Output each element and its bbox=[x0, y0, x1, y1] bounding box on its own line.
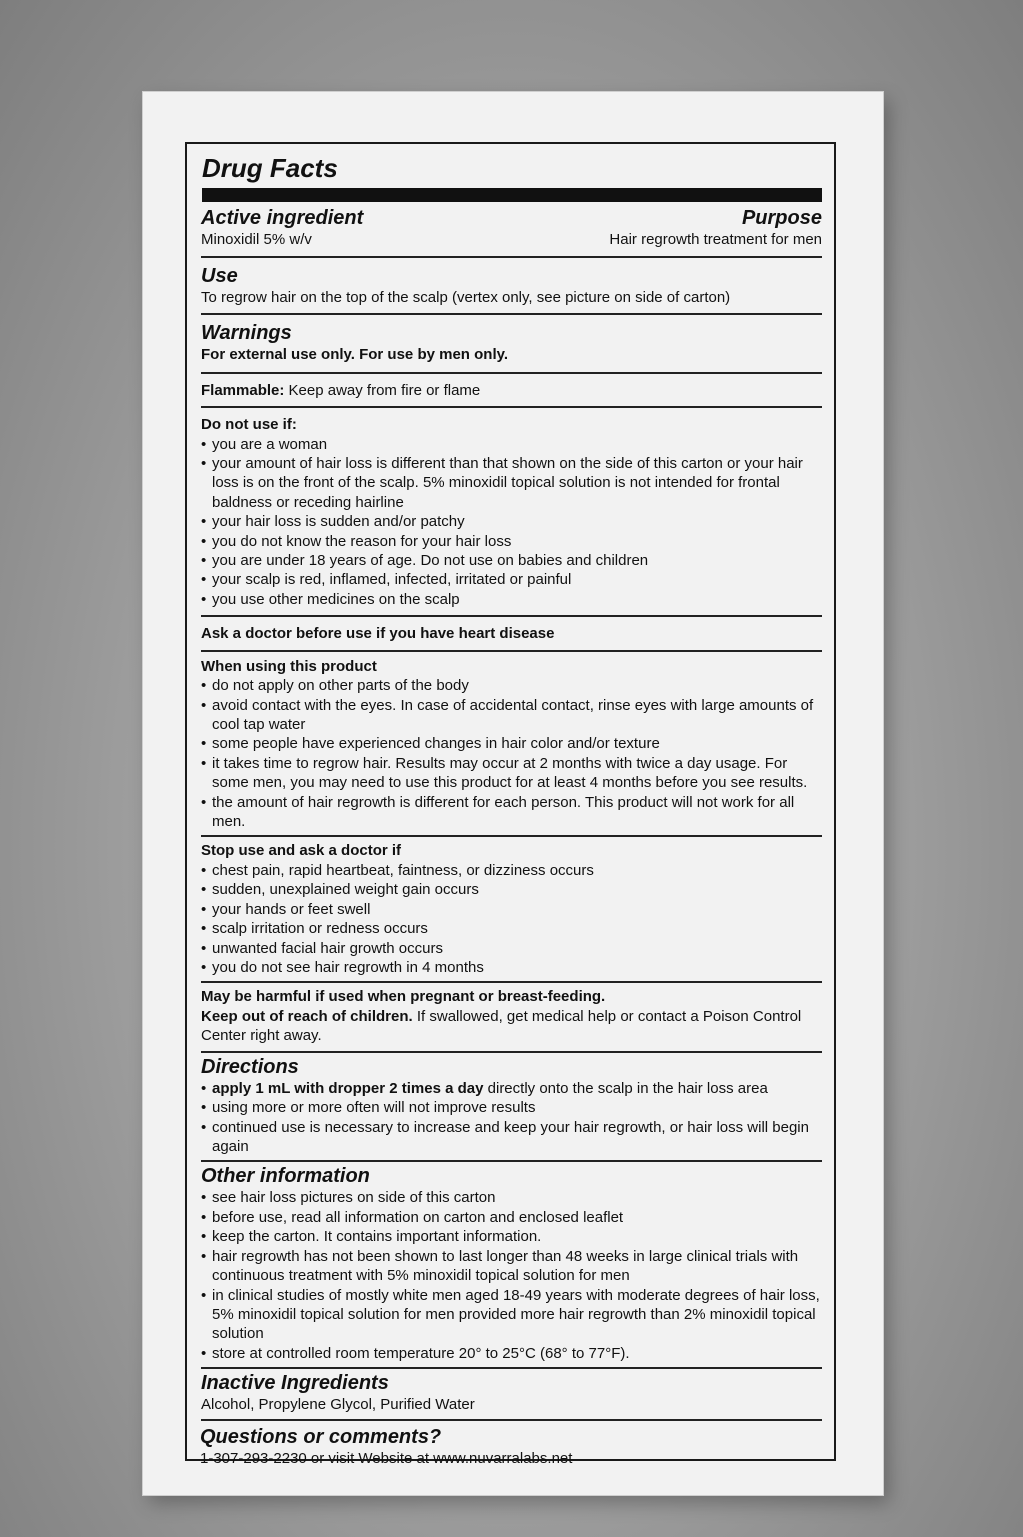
drug-facts-title: Drug Facts bbox=[202, 153, 338, 183]
active-ingredient-heading: Active ingredient bbox=[201, 207, 364, 229]
stop-use-heading: Stop use and ask a doctor if bbox=[201, 842, 402, 860]
purpose-value: Hair regrowth treatment for men bbox=[609, 231, 822, 248]
list-item: • sudden, unexplained weight gain occurs bbox=[201, 880, 822, 899]
title-divider bbox=[202, 188, 822, 202]
list-item: • see hair loss pictures on side of this carton bbox=[201, 1188, 822, 1207]
list-item: • you do not know the reason for your hair loss bbox=[201, 532, 822, 551]
directions-dose: apply 1 mL with dropper 2 times a day bbox=[212, 1079, 484, 1097]
list-item: • unwanted facial hair growth occurs bbox=[201, 939, 822, 958]
ask-doctor-text: Ask a doctor before use if you have heart disease bbox=[201, 625, 555, 643]
list-item: • store at controlled room temperature 20° to 25°C (68° to 77°F). bbox=[201, 1344, 822, 1363]
list-item: • you are a woman bbox=[201, 435, 822, 454]
list-item: • it takes time to regrow hair. Results may occur at 2 months with twice a day usage. For some men, you may need to use this product for at least 4 months before you see results. bbox=[201, 754, 822, 793]
flammable-section bbox=[201, 374, 822, 409]
pregnancy-section bbox=[201, 983, 822, 1053]
keep-out-text: If swallowed, get medical help or contact a Poison Control Center right away. bbox=[201, 1007, 802, 1045]
flammable-text: Keep away from fire or flame bbox=[288, 381, 481, 399]
list-item: • some people have experienced changes in hair color and/or texture bbox=[201, 734, 822, 753]
inactive-text: Alcohol, Propylene Glycol, Purified Water bbox=[201, 1396, 475, 1414]
questions-heading: Questions or comments? bbox=[200, 1425, 442, 1448]
drug-facts-panel bbox=[185, 142, 836, 1467]
inactive-ingredients-section bbox=[201, 1369, 822, 1421]
list-item: • keep the carton. It contains important information. bbox=[201, 1227, 822, 1246]
keep-out-label: Keep out of reach of children. bbox=[201, 1007, 413, 1025]
use-section bbox=[201, 258, 822, 316]
active-ingredient-section bbox=[201, 206, 822, 258]
list-item: • your scalp is red, inflamed, infected, irritated or painful bbox=[201, 570, 822, 589]
warnings-section bbox=[201, 315, 822, 374]
product-carton bbox=[143, 92, 883, 1495]
warnings-text: For external use only. For use by men only. bbox=[201, 346, 509, 363]
list-item: • continued use is necessary to increase and keep your hair regrowth, or hair loss will begin again bbox=[201, 1118, 822, 1157]
list-item: • using more or more often will not improve results bbox=[201, 1098, 822, 1117]
warnings-heading: Warnings bbox=[201, 322, 292, 344]
stop-use-section bbox=[201, 837, 822, 983]
list-item: • you are under 18 years of age. Do not use on babies and children bbox=[201, 551, 822, 570]
active-ingredient-value: Minoxidil 5% w/v bbox=[201, 231, 312, 248]
list-item: • hair regrowth has not been shown to last longer than 48 weeks in large clinical trials with continuous treatment with 5% minoxidil topical solution for men bbox=[201, 1247, 822, 1286]
other-info-section bbox=[201, 1162, 822, 1369]
flammable-label: Flammable: bbox=[201, 381, 285, 399]
use-heading: Use bbox=[201, 264, 238, 287]
list-item: • your hands or feet swell bbox=[201, 900, 822, 919]
directions-section bbox=[201, 1053, 822, 1163]
list-item: • before use, read all information on carton and enclosed leaflet bbox=[201, 1208, 822, 1227]
use-text: To regrow hair on the top of the scalp (vertex only, see picture on side of carton) bbox=[201, 288, 731, 306]
list-item: • your amount of hair loss is different than that shown on the side of this carton or your hair loss is on the front of the scalp. 5% minoxidil topical solution is not intended for frontal baldness or receding hairline bbox=[201, 454, 822, 512]
list-item: • you do not see hair regrowth in 4 months bbox=[201, 958, 822, 977]
list-item: • your hair loss is sudden and/or patchy bbox=[201, 512, 822, 531]
list-item: • chest pain, rapid heartbeat, faintness, or dizziness occurs bbox=[201, 861, 822, 880]
list-item: • avoid contact with the eyes. In case of accidental contact, rinse eyes with large amounts of cool tap water bbox=[201, 696, 822, 735]
do-not-use-section bbox=[201, 408, 822, 617]
list-item: • you use other medicines on the scalp bbox=[201, 590, 822, 609]
directions-dose-detail: directly onto the scalp in the hair loss area bbox=[487, 1079, 768, 1097]
list-item: • scalp irritation or redness occurs bbox=[201, 919, 822, 938]
directions-heading: Directions bbox=[201, 1055, 299, 1078]
list-item: • do not apply on other parts of the body bbox=[201, 676, 822, 695]
pregnancy-warning: May be harmful if used when pregnant or breast-feeding. bbox=[201, 988, 606, 1006]
list-item bbox=[201, 1079, 822, 1098]
other-info-heading: Other information bbox=[201, 1165, 370, 1188]
do-not-use-heading: Do not use if: bbox=[201, 416, 297, 433]
ask-doctor-section bbox=[201, 617, 822, 652]
inactive-heading: Inactive Ingredients bbox=[201, 1372, 389, 1395]
questions-text: 1-307-293-2230 or visit Website at www.nuvarralabs.net bbox=[200, 1449, 573, 1467]
questions-section bbox=[200, 1421, 822, 1469]
list-item: • the amount of hair regrowth is different for each person. This product will not work for all men. bbox=[201, 793, 822, 832]
purpose-heading: Purpose bbox=[741, 207, 822, 229]
list-item: • in clinical studies of mostly white men aged 18-49 years with moderate degrees of hair loss, 5% minoxidil topical solution for men provided more hair regrowth than 2% minoxidil topical solution bbox=[201, 1286, 822, 1344]
when-using-heading: When using this product bbox=[201, 657, 377, 675]
when-using-section bbox=[201, 652, 822, 838]
